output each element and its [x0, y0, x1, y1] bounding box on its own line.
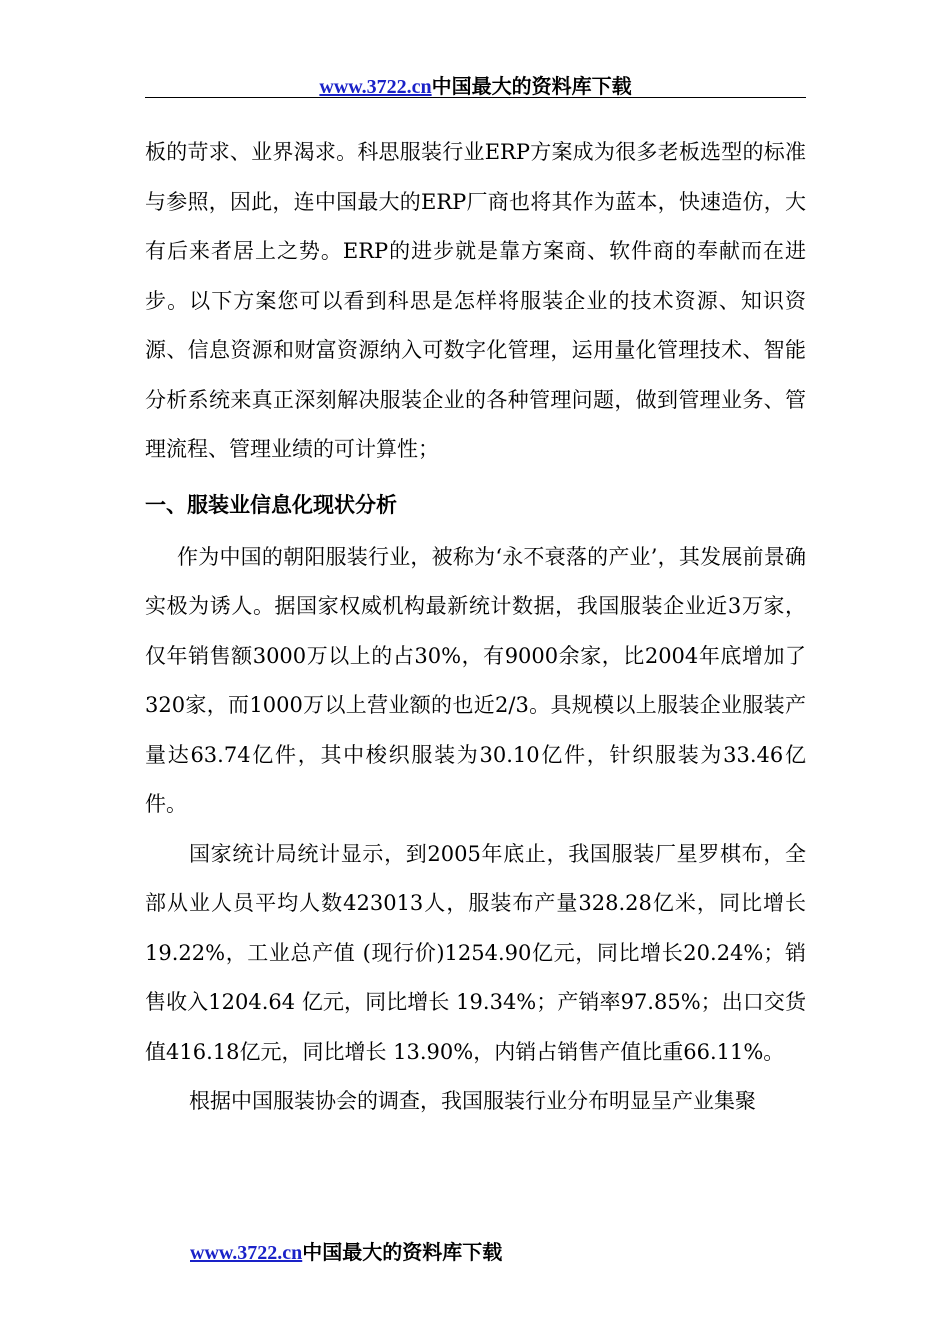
page-header — [145, 70, 806, 98]
document-body — [145, 128, 806, 1127]
header-text: 中国最大的资料库下载 — [431, 74, 632, 98]
page-footer — [190, 1236, 502, 1265]
paragraph-intro-continued: 板的苛求、业界渴求。科思服装行业ERP方案成为很多老板选型的标准与参照，因此，连中国最大的ERP厂商也将其作为蓝本，快速造仿，大有后来者居上之势。ERP的进步就是靠方案商、软件商的奉献而在进步。以下方案您可以看到科思是怎样将服装企业的技术资源、知识资源、信息资源和财富资源纳入可数字化管理，运用量化管理技术、智能分析系统来真正深刻解决服装企业的各种管理问题，做到管理业务、管理流程、管理业绩的可计算性； — [145, 140, 806, 461]
paragraph-cluster: 根据中国服装协会的调查，我国服装行业分布明显呈产业集聚 — [189, 1089, 756, 1113]
footer-text: 中国最大的资料库下载 — [302, 1240, 503, 1264]
footer-link[interactable]: www.3722.cn — [190, 1242, 303, 1264]
section-heading: 一、服装业信息化现状分析 — [145, 492, 397, 517]
header-rule — [145, 97, 806, 98]
paragraph-industry-outlook: 作为中国的朝阳服装行业，被称为‘永不衰落的产业’，其发展前景确实极为诱人。据国家权威机构最新统计数据，我国服装企业近3万家，仅年销售额3000万以上的占30%，有9000余家，比2004年底增加了320家，而1000万以上营业额的也近2/3。具规模以上服装企业服装产量达63.74亿件，其中梭织服装为30.10亿件，针织服装为33.46亿件。 — [145, 544, 806, 816]
paragraph-statistics: 国家统计局统计显示，到2005年底止，我国服装厂星罗棋布，全部从业人员平均人数423013人，服装布产量328.28亿米，同比增长 19.22%，工业总产值 (现行价)1254.90亿元，同比增长20.24%；销售收入1204.64 亿元，同比增长 19.34%；产销率97.85%；出口交货值416.18亿元，同比增长 13.90%，内销占销售产值比重66.11%。 — [145, 841, 806, 1064]
header-link[interactable]: www.3722.cn — [319, 76, 432, 98]
